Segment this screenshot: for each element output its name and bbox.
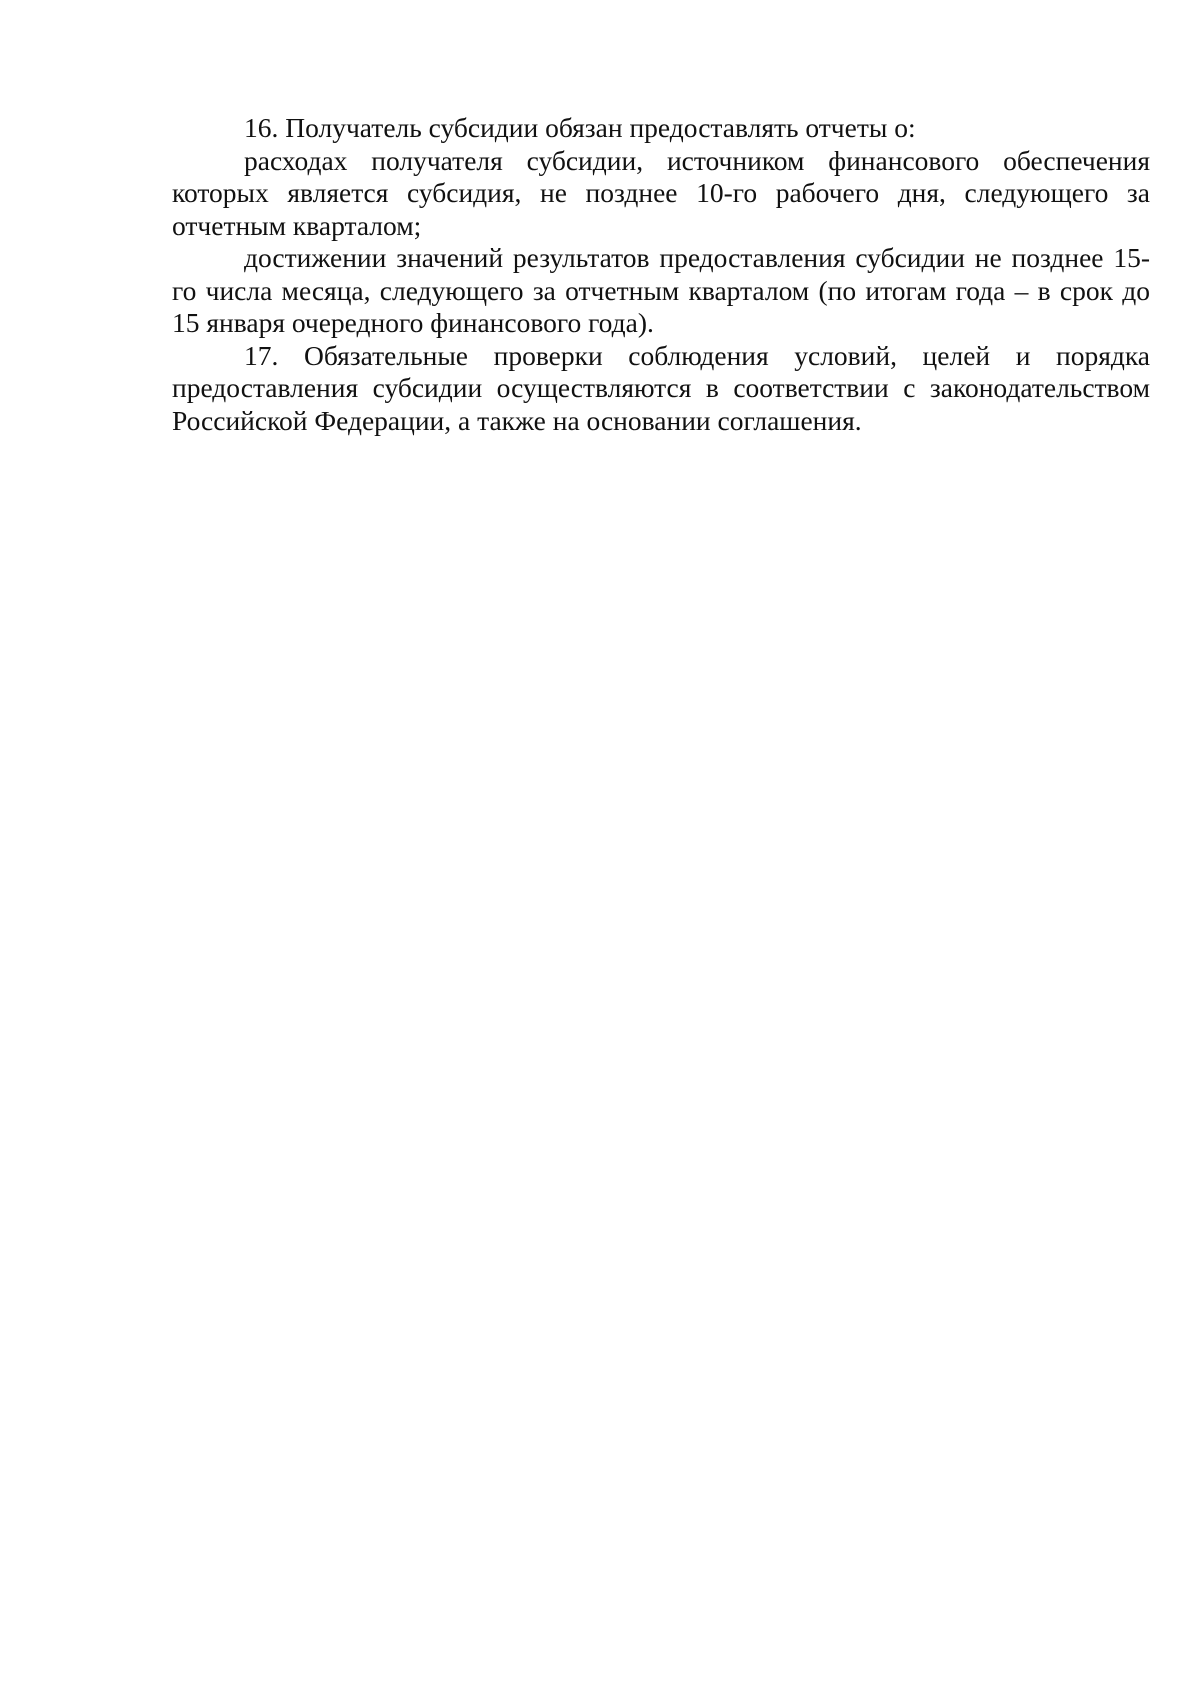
paragraph-16-reports: 16. Получатель субсидии обязан предоставлять отчеты о: <box>244 112 916 143</box>
paragraph-results-report: достижении значений результатов предоставления субсидии не позднее 15-го числа месяца, следующего за отчетным кварталом (по итогам года – в срок до 15 января очередного финансового года). <box>172 242 1150 338</box>
paragraph-expenses-report: расходах получателя субсидии, источником финансового обеспечения которых является субсидия, не позднее 10-го рабочего дня, следующего за отчетным кварталом; <box>172 144 1150 241</box>
document-body <box>172 112 1150 437</box>
paragraph-17-inspections: 17. Обязательные проверки соблюдения условий, целей и порядка предоставления субсидии осуществляются в соответствии с законодательством Российской Федерации, а также на основании соглашения. <box>172 339 1150 436</box>
